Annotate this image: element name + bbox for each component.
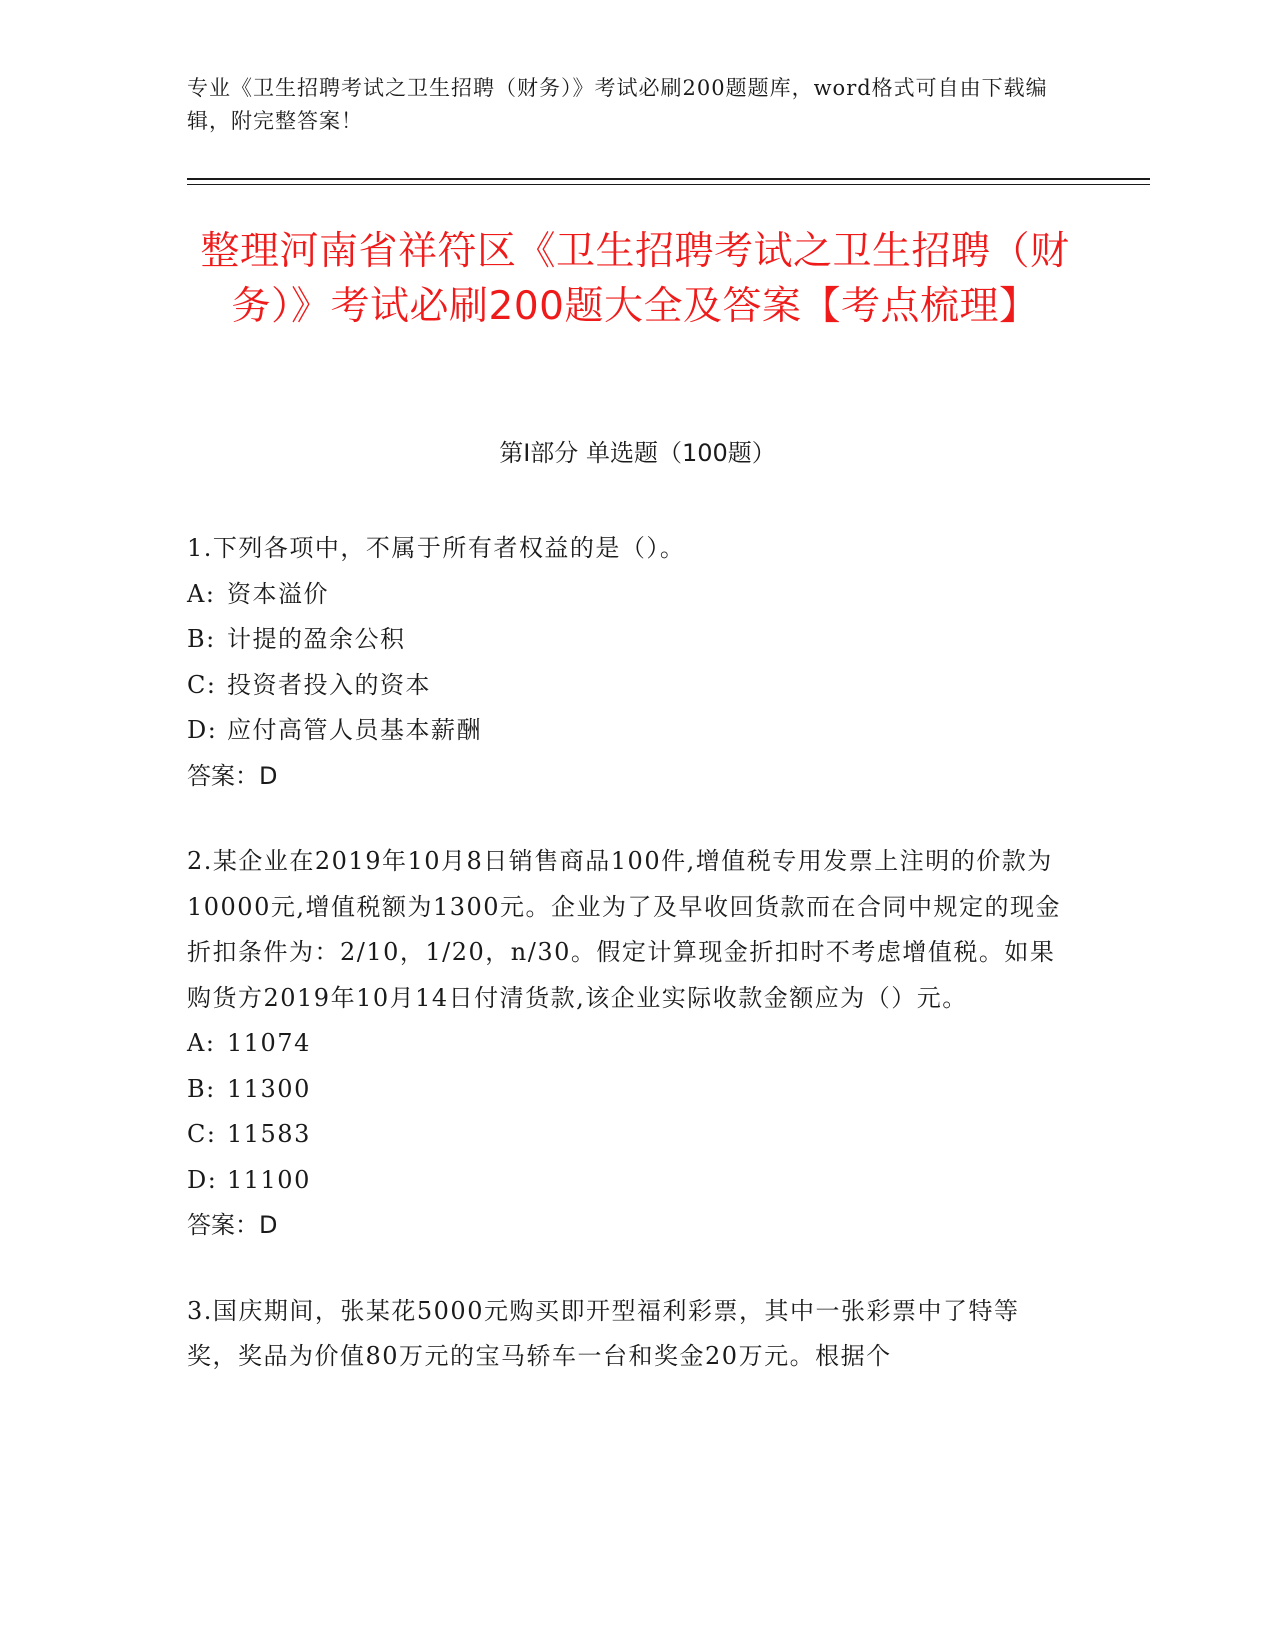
option-a <box>187 1021 1067 1067</box>
option-c <box>187 1112 1067 1158</box>
option-text: 投资者投入的资本 <box>227 670 431 699</box>
question-3 <box>187 1289 1067 1380</box>
option-key: A: <box>187 579 216 608</box>
header-note: 专业《卫生招聘考试之卫生招聘（财务）》考试必刷200题题库，word格式可自由下载编辑，附完整答案！ <box>187 76 1048 133</box>
option-key: C: <box>187 670 217 699</box>
question-stem: 3.国庆期间，张某花5000元购买即开型福利彩票，其中一张彩票中了特等奖，奖品为价值80万元的宝马轿车一台和奖金20万元。根据个 <box>187 1296 1020 1370</box>
option-a <box>187 572 1067 618</box>
option-key: A: <box>187 1029 216 1057</box>
answer-line: 答案：D <box>187 1211 278 1239</box>
document-title: 整理河南省祥符区《卫生招聘考试之卫生招聘（财务）》考试必刷200题大全及答案【考点梳理】 <box>200 229 1070 329</box>
option-text: 11583 <box>227 1120 311 1148</box>
question-2 <box>187 839 1067 1249</box>
option-text: 应付高管人员基本薪酬 <box>227 716 482 744</box>
option-b <box>187 617 1067 663</box>
option-text: 资本溢价 <box>227 579 329 608</box>
option-text: 11074 <box>227 1029 311 1057</box>
option-text: 11300 <box>227 1074 311 1103</box>
option-d <box>187 1158 1067 1204</box>
section-heading: 第Ⅰ部分 单选题（100题） <box>499 439 776 467</box>
question-1 <box>187 526 1067 799</box>
option-key: D: <box>187 1165 218 1194</box>
option-text: 计提的盈余公积 <box>227 625 406 653</box>
question-stem: 2.某企业在2019年10月8日销售商品100件,增值税专用发票上注明的价款为10000元,增值税额为1300元。企业为了及早收回货款而在合同中规定的现金折扣条件为：2/10，1/20，n/30。假定计算现金折扣时不考虑增值税。如果购货方2019年10月14日付清货款,该企业实际收款金额应为（）元。 <box>187 847 1062 1012</box>
answer-line: 答案：D <box>187 761 278 790</box>
option-key: B: <box>187 625 216 653</box>
option-d <box>187 708 1067 754</box>
question-list <box>187 526 1067 1420</box>
question-stem: 1.下列各项中，不属于所有者权益的是（）。 <box>187 534 686 562</box>
option-key: B: <box>187 1074 216 1103</box>
option-text: 11100 <box>227 1165 311 1194</box>
header-rule-thin <box>187 184 1150 185</box>
option-key: D: <box>187 716 218 744</box>
option-c <box>187 663 1067 709</box>
header-rule-thick <box>187 178 1150 180</box>
option-b <box>187 1067 1067 1113</box>
option-key: C: <box>187 1120 217 1148</box>
